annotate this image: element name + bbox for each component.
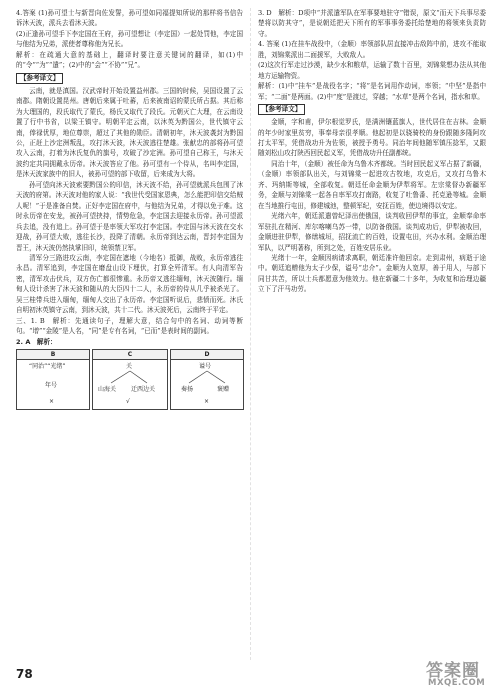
diagram-header-c: C bbox=[92, 349, 168, 360]
q4-answer-1: 4.答案 (1)孙可望士与新晋向佐发誓，孙可望如同福提知所说的那样将书信告诉沐天波，派兵去看沐天波。 bbox=[16, 9, 243, 28]
q4-answer-1: 4. 答案 (1)在挂车战役中，（金顺）率领部队居直接冲击敌阵中前，进攻不能取胜，刘锦棠派出二面援军，大败敌人。 bbox=[258, 40, 486, 59]
translation-paragraph: 云南，就是滇国。汉武帝时开始设置益州郡。三国的时候，吴国设置了云南郡。隋朝设置昆州。唐朝后来属于吐蕃，后来被南诏的蒙氏所占据。其后称为大理国的，段氏取代了蒙氏，杨氏又取代了段氏。元朝灭亡大理，在云南设置了行中书省，以梁王镇守。明朝平定云南，以沐英为黔国公，世代镇守云南，俸禄优厚，地位尊崇，超过了其他的勋臣。清朝初年，沐天波袭封为黔国公，正赶上沙定洲叛乱，攻打沐天波，沐天波逃往楚雄。张献忠的部将孙可望攻入云南，打着为沐氏复仇的旗号，攻破了沙定洲。孙可望自己称王，与沐天波约定共同拥戴永历帝。沐天波答应了他。孙可望有一个侍从，名叫李定国，是沐天波家族中的旧人，被孙可望的部下收留，后来成为大将。 bbox=[16, 86, 243, 179]
diagram-cell-c bbox=[92, 359, 168, 410]
diagram-c-mark: √ bbox=[126, 398, 130, 406]
diagram-d-mark: × bbox=[204, 398, 210, 406]
left-column bbox=[16, 8, 243, 411]
reference-translation-label: 【参考译文】 bbox=[16, 73, 63, 84]
diagram-cell-d bbox=[170, 359, 244, 410]
right-column bbox=[258, 8, 486, 295]
q3-answer: 3. D 解析：D项中“并派遣军队在军事要地驻守”错误，原文“而天下兵事尽委楚将以防其守”，是说朝廷把天下所有的军事事务委托给楚地的将领来负责防守。 bbox=[258, 9, 486, 38]
diagram-header-d: D bbox=[170, 349, 244, 360]
q4-answer-2: (2)正逢孙可望手下李定国在王府，孙可望想让（李定国）一起处罚他，李定国与他结为兄弟，派使者尊称他为兄长。 bbox=[16, 29, 243, 49]
translation-paragraph: 金顺，字和甫，伊尔根觉罗氏，是满洲镶蓝旗人，世代居住在吉林。金顺的年少时家里贫穷，事奉母亲很孝顺。他起初是以骁骑校的身份跟随多隆阿攻打太平军，凭借战功升为佐领，被授予勇号。同治年间他随军镇压捻军，又跟随刘松山攻打陕西回民起义军，凭借战功升任副都统。 bbox=[258, 118, 486, 158]
diagram-header-b: B bbox=[16, 349, 90, 360]
diagram-d-leaf: 奏扬 bbox=[181, 386, 194, 394]
diagram-b-mark: × bbox=[49, 398, 55, 406]
q4-answer-2: (2)这次行军走过沙漠，缺少水和粮草，运输了数十百里，刘锦棠想办法从其他地方运输物资。 bbox=[258, 61, 486, 80]
watermark-bottom: MXQE.COM bbox=[428, 678, 486, 688]
column-divider bbox=[250, 8, 251, 660]
q4-explanation: 解析：在疏通大意的基础上，翻译时要注意关键词的翻译，如(1)中的“令”“为”“遣”；(2)中的“会”“不协”“兄”。 bbox=[16, 50, 243, 70]
translation-paragraph: 光绪六年，朝廷派遣曾纪泽出使俄国，谈判收回伊犁的事宜，金顺奉命率军驻扎在精河、库尔喀喇乌苏一带，以防备俄国。谈判成功后，伊犁被收回，金顺进驻伊犁，修缮城垣，招抚流亡的百姓，设置屯田，兴办水利。金顺治理军队，以严明著称，所到之处，百姓安居乐业。 bbox=[258, 212, 486, 252]
watermark-logo bbox=[420, 656, 494, 690]
diagram-d-leaf: 褒赠 bbox=[217, 386, 230, 394]
diagram-b-term: “同治”“光绪” bbox=[29, 363, 66, 371]
watermark-top: 答案圈 bbox=[426, 661, 480, 681]
q3-1-answer: 三、1. B 解析：先通读句子，理解大意，结合句中的名词、动词等断句。“增”“金陵”是人名，“同”是专有名词，“已而”是表时间的副词。 bbox=[16, 316, 243, 336]
diagram-cell-b bbox=[16, 359, 90, 410]
translation-paragraph: 同治十年，（金顺）被任命为乌鲁木齐都统。当时回民起义军占据了新疆，（金顺）率领部队出关，与刘锦棠一起进攻古牧地，攻克后，又攻打乌鲁木齐、玛纳斯等城，全部收复。朝廷任命金顺为伊犁将军。左宗棠督办新疆军务，金顺与刘锦棠一起各自率军攻打南路，收复了吐鲁番、托克逊等城。金顺在当地推行屯田，修建城池，整顿军纪，安抚百姓，使边境得以安定。 bbox=[258, 159, 486, 210]
translation-paragraph: 孙可望向沐天波索要黔国公的印信，沐天波不给，孙可望就派兵包围了沐天波的府第。沐天波对他的家人说：“我世代受国家恩典，怎么能把印信交给贼人呢！”于是准备自焚。正好李定国在府中，与他结为兄弟，才得以免于难。这时永历帝在安龙，被孙可望挟持，情势危急，李定国去迎接永历帝。孙可望派兵去追，没有追上。孙可望于是率领大军攻打李定国。李定国与沐天波在交水迎战，孙可望大败，逃往长沙，投降了清朝。永历帝到达云南，晋封李定国为晋王，沐天波仍然执掌旧印，统领禁卫军。 bbox=[16, 180, 243, 252]
diagram-c-leaf: 迁西边关 bbox=[131, 386, 156, 394]
diagram-b-meaning: 年号 bbox=[45, 382, 58, 390]
diagram-d-term: 谥号 bbox=[199, 363, 212, 371]
q3-2-answer: 2. A 解析： bbox=[16, 337, 57, 346]
reference-translation-label: 【参考译文】 bbox=[258, 104, 305, 115]
diagram-c-leaf: 山海关 bbox=[98, 386, 117, 394]
page-number: 78 bbox=[16, 667, 33, 681]
diagram-c-term: 关 bbox=[126, 363, 133, 371]
answer-diagram bbox=[16, 349, 243, 411]
q4-explanation: 解析：(1)中“挂车”是战役名字；“将”是名词用作动词，率领；“中坚”是指中军；“二面”是两面。(2)中“度”是渡过，穿越；“水草”是两个名词，指水和草。 bbox=[258, 82, 486, 101]
translation-paragraph: 光绪十一年，金顺因病请求离职，朝廷准许他回京。走到肃州，病逝于途中。朝廷追赠他为太子少保，谥号“忠介”。金顺为人宽厚，善于用人，与部下同甘共苦，所以士兵都愿意为他效力。他在新疆二十多年，为收复和治理边疆立下了汗马功劳。 bbox=[258, 253, 486, 294]
translation-paragraph: 清军分三路进攻云南，李定国在遮地（今地名）抵御，战败，永历帝逃往永昌。清军追到，李定国在磨盘山设下埋伏，打算全歼清军。有人向清军告密，清军攻击伏兵，双方伤亡都很惨重。永历帝又逃往缅甸，沐天波随行。缅甸人设计杀害了沐天波和随从的大臣四十二人，永历帝的侍从几乎被杀光了。吴三桂带兵进入缅甸，缅甸人交出了永历帝。李定国听说后，悲愤而死。沐氏自明初沐英镇守云南，到沐天波，共十二代。沐天波死后，云南终于平定。 bbox=[16, 253, 243, 315]
